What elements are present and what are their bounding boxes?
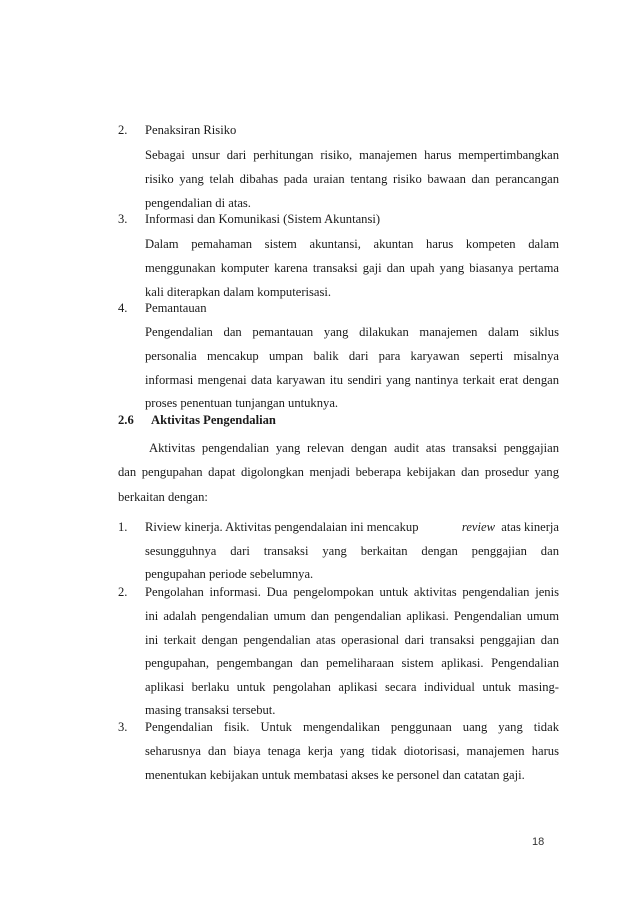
paragraph-line: sesungguhnya dari transaksi yang berkaitan dengan penggajian dan: [145, 544, 559, 558]
paragraph-line: ini terkait dengan pengendalian atas operasional dari transaksi penggajian dan: [145, 633, 559, 647]
paragraph-line: pengupahan periode sebelumnya.: [145, 567, 314, 581]
list-number: 4.: [118, 301, 128, 315]
line-text: atas kinerja: [501, 520, 559, 534]
paragraph-line: dan pengupahan dapat digolongkan menjadi beberapa kebijakan dan prosedur yang: [118, 465, 559, 479]
section-heading: Aktivitas Pengendalian: [151, 413, 276, 427]
paragraph-line: pengendalian di atas.: [145, 196, 251, 210]
paragraph-line: kali diterapkan dalam komputerisasi.: [145, 285, 332, 299]
paragraph-line: ini adalah pengendalian umum dan pengendalian aplikasi. Pengendalian umum: [145, 609, 559, 623]
paragraph-line: proses penentuan tunjangan untuknya.: [145, 396, 339, 410]
section-number: 2.6: [118, 413, 134, 427]
list-item-title: Informasi dan Komunikasi (Sistem Akuntansi): [145, 212, 381, 226]
paragraph-line: informasi mengenai data karyawan itu sendiri yang nantinya terkait erat dengan: [145, 373, 559, 387]
paragraph-line: Aktivitas pengendalian yang relevan dengan audit atas transaksi penggajian: [149, 441, 559, 455]
paragraph-line: Sebagai unsur dari perhitungan risiko, manajemen harus mempertimbangkan: [145, 148, 559, 162]
paragraph-line: Pengendalian dan pemantauan yang dilakukan manajemen dalam siklus: [145, 325, 559, 339]
paragraph-line: Dalam pemahaman sistem akuntansi, akuntan harus kompeten dalam: [145, 237, 559, 251]
paragraph-line: menggunakan komputer karena transaksi gaji dan upah yang biasanya pertama: [145, 261, 559, 275]
paragraph-line: masing transaksi tersebut.: [145, 703, 276, 717]
list-number: 3.: [118, 212, 128, 226]
paragraph-line: aplikasi berlaku untuk pengolahan aplikasi secara individual untuk masing-: [145, 680, 559, 694]
emphasis: review: [461, 520, 495, 534]
paragraph-line: menentukan kebijakan untuk membatasi akses ke personel dan catatan gaji.: [145, 768, 525, 782]
paragraph-line: seharusnya dan biaya tenaga kerja yang tidak diotorisasi, manajemen harus: [145, 744, 559, 758]
paragraph-line: berkaitan dengan:: [118, 490, 208, 504]
line-text: [462, 519, 559, 535]
paragraph-line: Pengolahan informasi. Dua pengelompokan untuk aktivitas pengendalian jenis: [145, 585, 559, 599]
list-number: 2.: [118, 123, 128, 137]
list-item-title: Penaksiran Risiko: [145, 123, 237, 137]
paragraph-line: personalia mencakup umpan balik dari para karyawan seperti misalnya: [145, 349, 559, 363]
paragraph-line: [145, 519, 559, 535]
list-number: 1.: [118, 520, 128, 534]
list-number: 2.: [118, 585, 128, 599]
page-number: 18: [532, 836, 545, 848]
paragraph-line: pengupahan, pengembangan dan pemeliharaan sistem aplikasi. Pengendalian: [145, 656, 559, 670]
list-number: 3.: [118, 720, 128, 734]
paragraph-line: Pengendalian fisik. Untuk mengendalikan penggunaan uang yang tidak: [145, 720, 559, 734]
list-item-title: Pemantauan: [145, 301, 207, 315]
line-text: Riview kinerja. Aktivitas pengendalaian ini mencakup: [145, 520, 419, 534]
paragraph-line: risiko yang telah dibahas pada uraian tentang risiko bawaan dan perancangan: [145, 172, 559, 186]
